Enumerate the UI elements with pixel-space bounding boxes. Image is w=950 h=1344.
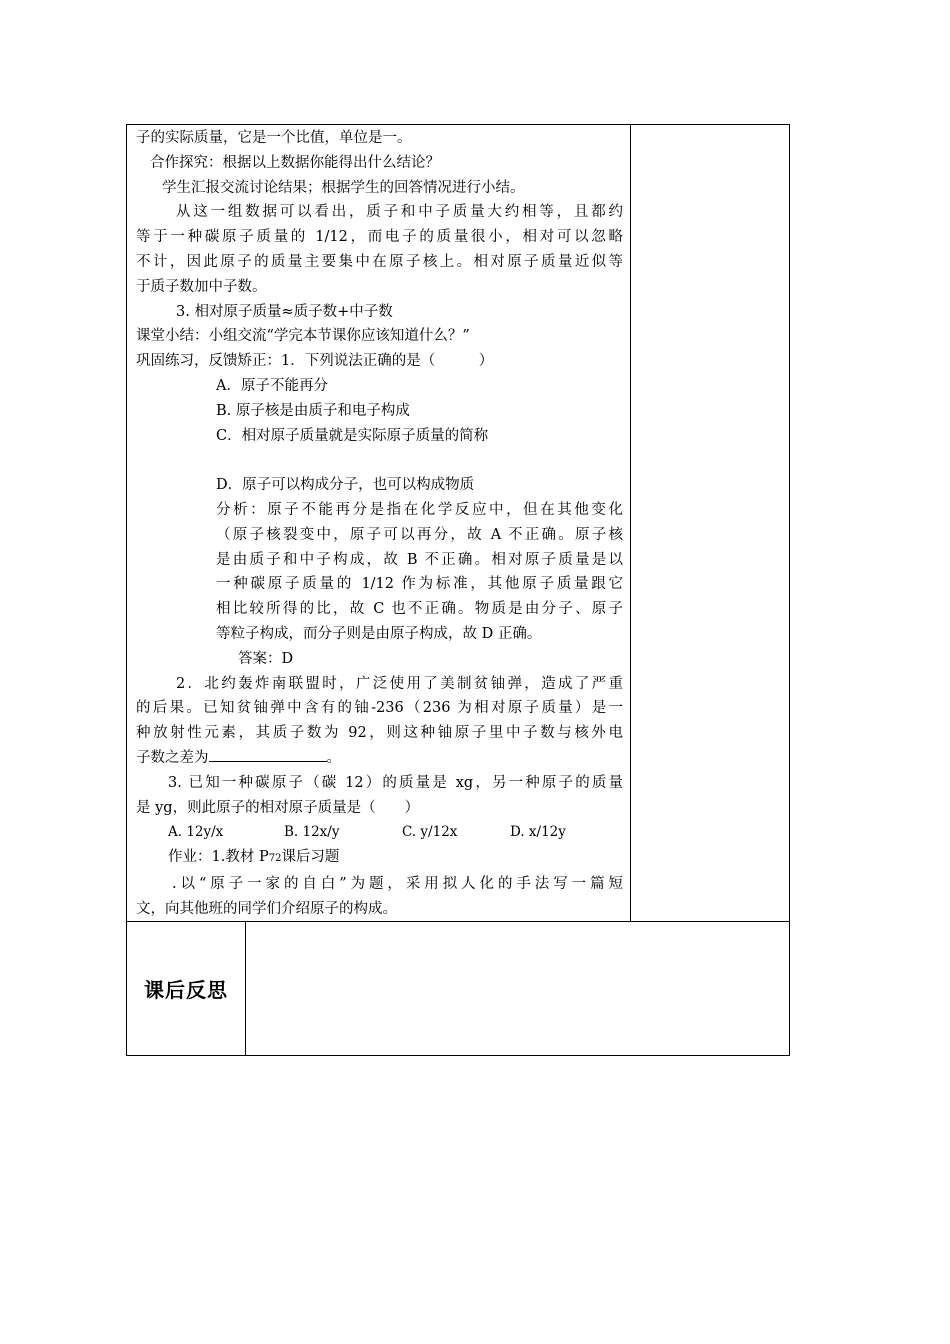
text-line: 从这一组数据可以看出，质子和中子质量大约相等，且都约 bbox=[176, 204, 623, 221]
notes-side-cell bbox=[630, 124, 790, 922]
choice-c: C. y/12x bbox=[402, 824, 458, 841]
lesson-text bbox=[136, 126, 623, 922]
reflection-content-cell bbox=[245, 921, 790, 1056]
text-line: 子数之差为 bbox=[136, 749, 209, 766]
text-line: 。 bbox=[326, 749, 341, 766]
analysis-line: （原子核裂变中，原子可以再分，故 A 不正确。原子核 bbox=[216, 526, 623, 543]
analysis-line: 相比较所得的比，故 C 也不正确。物质是由分子、原子 bbox=[216, 601, 623, 618]
page-number: 72 bbox=[268, 853, 282, 865]
homework-text: 课后习题 bbox=[281, 849, 340, 866]
reflection-label: 课后反思 bbox=[144, 978, 228, 1002]
fill-blank-line bbox=[136, 746, 623, 771]
analysis-line: 分析：原子不能再分是指在化学反应中，但在其他变化 bbox=[216, 501, 623, 518]
option-c: C．相对原子质量就是实际原子质量的简称 bbox=[216, 427, 489, 444]
answer: 答案：D bbox=[238, 650, 294, 667]
text-line: .以“原子一家的自白”为题，采用拟人化的手法写一篇短 bbox=[172, 875, 623, 892]
homework-line bbox=[136, 845, 623, 872]
text-line: 合作探究：根据以上数据你能得出什么结论？ bbox=[150, 154, 440, 171]
choice-row bbox=[136, 820, 623, 845]
text-line: 3. 相对原子质量≈质子数+中子数 bbox=[176, 303, 393, 320]
text-line: 子的实际质量，它是一个比值，单位是一。 bbox=[136, 130, 412, 146]
text-line: 课堂小结：小组交流“学完本节课你应该知道什么？” bbox=[136, 328, 470, 345]
text-line: 是 yg，则此原子的相对原子质量是（ ） bbox=[136, 799, 420, 816]
question-3: 3. 已知一种碳原子（碳 12）的质量是 xg，另一种原子的质量 bbox=[168, 774, 623, 791]
option-d: D．原子可以构成分子，也可以构成物质 bbox=[216, 477, 475, 494]
choice-b: B. 12x/y bbox=[284, 824, 340, 841]
text-line: 不计，因此原子的质量主要集中在原子核上。相对原子质量近似等 bbox=[136, 253, 623, 270]
choice-a: A. 12y/x bbox=[168, 824, 224, 841]
option-b: B. 原子核是由质子和电子构成 bbox=[216, 402, 410, 419]
option-a: A．原子不能再分 bbox=[216, 377, 328, 394]
text-line: 学生汇报交流讨论结果；根据学生的回答情况进行小结。 bbox=[162, 179, 525, 196]
homework-text: 作业：1.教材 P bbox=[168, 849, 269, 866]
analysis-line: 等粒子构成，而分子则是由原子构成，故 D 正确。 bbox=[216, 625, 542, 642]
analysis-line: 是由质子和中子构成，故 B 不正确。相对原子质量是以 bbox=[216, 551, 623, 568]
question-2: 2．北约轰炸南联盟时，广泛使用了美制贫铀弹，造成了严重 bbox=[176, 675, 623, 692]
choice-d: D. x/12y bbox=[510, 824, 566, 841]
text-line: 种放射性元素，其质子数为 92，则这种铀原子里中子数与核外电 bbox=[136, 725, 623, 742]
text-line: 等于一种碳原子质量的 1/12，而电子的质量很小，相对可以忽略 bbox=[136, 229, 623, 246]
text-line: 文，向其他班的同学们介绍原子的构成。 bbox=[136, 900, 397, 917]
analysis-line: 一种碳原子质量的 1/12 作为标准，其他原子质量跟它 bbox=[216, 576, 623, 593]
question-1: 巩固练习，反馈矫正：1．下列说法正确的是（ ） bbox=[136, 353, 494, 370]
text-line: 的后果。已知贫铀弹中含有的铀-236（236 为相对原子质量）是一 bbox=[136, 700, 623, 717]
text-line: 于质子数加中子数。 bbox=[136, 278, 267, 295]
answer-blank bbox=[209, 747, 327, 762]
